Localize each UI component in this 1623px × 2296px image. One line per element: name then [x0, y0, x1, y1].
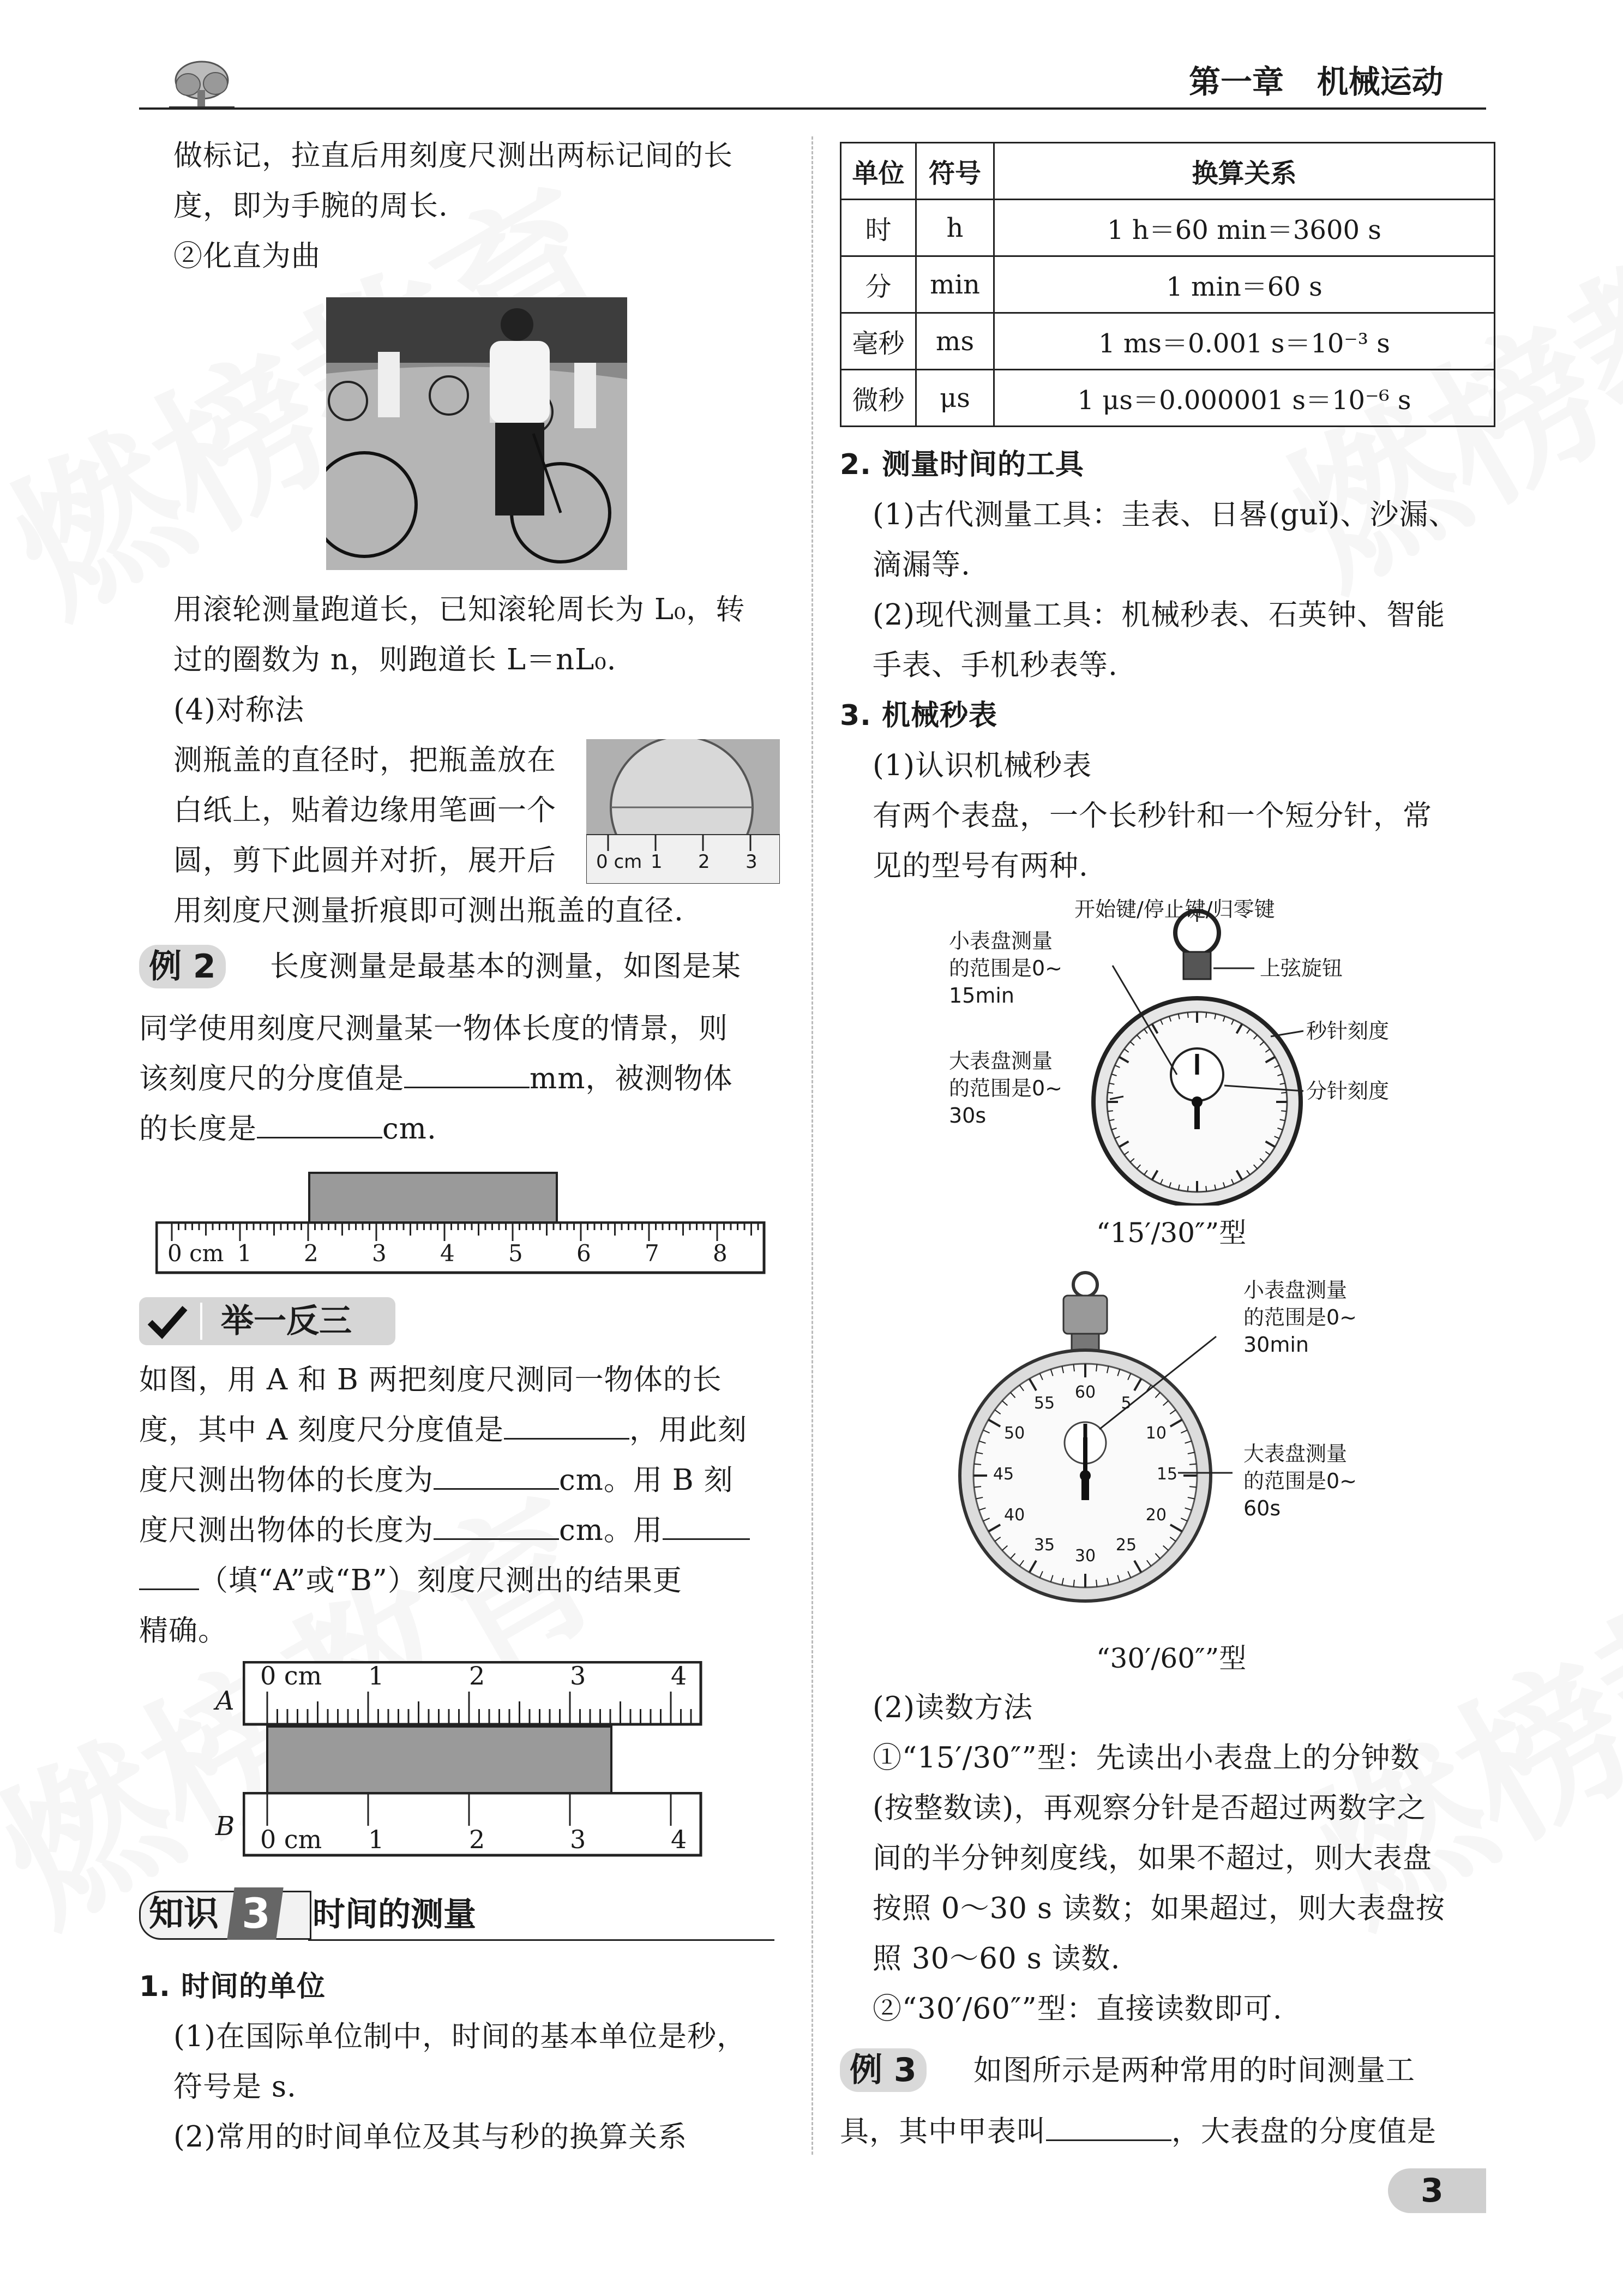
text-line: 用滚轮测量跑道长，已知滚轮周长为 L₀，转: [173, 593, 746, 626]
text-line: (2)现代测量工具：机械秒表、石英钟、智能: [873, 598, 1446, 632]
dial-label: 40: [1004, 1506, 1025, 1525]
page-number: 3: [1421, 2172, 1444, 2210]
text-line: 符号是 s.: [173, 2070, 297, 2103]
big-dial-range-note: 的范围是0~: [1243, 1469, 1357, 1493]
text-line: ②化直为曲: [173, 239, 321, 273]
text-line: (按整数读)，再观察分针是否超过两数字之: [873, 1791, 1427, 1825]
small-dial-range-note: 30min: [1243, 1333, 1309, 1357]
ruler-label: 0 cm: [167, 1240, 224, 1267]
dial-tick: [1189, 1464, 1197, 1465]
small-dial-range-note: 15min: [949, 984, 1015, 1008]
example-3-label: [840, 2048, 927, 2092]
bottle-cap-photo: [586, 739, 780, 884]
ruler-label: 6: [576, 1240, 591, 1267]
text-line: 有两个表盘，一个长秒针和一个短分针，常: [873, 799, 1432, 832]
header-chapter-number: 第一章: [1189, 63, 1284, 100]
ruler-b-label: 4: [671, 1825, 687, 1854]
big-dial-range-note: 大表盘测量: [1243, 1442, 1348, 1466]
text-line: ②“30′/60″”型：直接读数即可.: [873, 1992, 1283, 2025]
rolling-wheel-photo: [326, 297, 627, 570]
ruler-a-label: 1: [368, 1661, 384, 1690]
ruler-a-name: A: [215, 1686, 235, 1716]
ruler-b-label: 0 cm: [260, 1825, 322, 1854]
example-label: 例 2: [139, 945, 226, 988]
answer-blank[interactable]: [139, 1563, 199, 1590]
dial-label: 5: [1121, 1394, 1132, 1413]
subheading: 3. 机械秒表: [840, 699, 998, 732]
text-line: (2)常用的时间单位及其与秒的换算关系: [173, 2120, 688, 2154]
small-dial-range-note: 小表盘测量: [949, 929, 1053, 953]
example-label: 例 3: [840, 2048, 927, 2092]
unit-table: [840, 142, 1495, 427]
text-line: 手表、手机秒表等.: [873, 649, 1118, 682]
dial-label: 55: [1033, 1394, 1055, 1413]
ruler-a-label: 4: [671, 1661, 687, 1690]
cap-scale-label: 0 cm: [596, 851, 642, 873]
table-header: 符号: [916, 143, 994, 200]
ruler-label: 2: [304, 1240, 318, 1267]
text-line: (4)对称法: [173, 693, 305, 727]
cap-scale-label: 2: [698, 851, 710, 873]
small-dial-range-note: 小表盘测量: [1243, 1278, 1348, 1302]
dial-label: 45: [993, 1465, 1014, 1484]
ruler-b-label: 1: [368, 1825, 384, 1854]
table-header: 换算关系: [994, 143, 1495, 200]
practice-title: 举一反三: [221, 1302, 352, 1340]
ruler-a-label: 3: [570, 1661, 586, 1690]
text-line: 的长度是 cm.: [139, 1112, 437, 1146]
measured-object: [308, 1172, 558, 1228]
ruler-ab-diagram: [215, 1661, 706, 1868]
text-line: (1)古代测量工具：圭表、日晷(guǐ)、沙漏、: [873, 498, 1458, 531]
section-header: [139, 1887, 774, 1942]
dial-label: 35: [1033, 1535, 1055, 1555]
dial-label: 20: [1145, 1506, 1167, 1525]
text-line: 圆，剪下此圆并对折，展开后: [173, 844, 556, 877]
subheading: 1. 时间的单位: [139, 1970, 326, 2003]
ruler-label: 3: [372, 1240, 387, 1267]
dial-tick: [974, 1464, 981, 1465]
text-line: 长度测量是最基本的测量，如图是某: [270, 950, 741, 983]
answer-blank[interactable]: [404, 1062, 530, 1088]
table-row: 分 min 1 min＝60 s: [841, 256, 1495, 313]
dial-label: 10: [1145, 1424, 1167, 1443]
text-line: 精确。: [139, 1614, 227, 1647]
stopwatch-30-60: [949, 1266, 1418, 1636]
text-line: 做标记，拉直后用刻度尺测出两标记间的长: [173, 139, 733, 172]
answer-blank[interactable]: [434, 1513, 559, 1540]
cap-scale-label: 1: [651, 851, 663, 873]
text-line: 度，即为手腕的周长.: [173, 189, 448, 223]
second-scale-note: 秒针刻度: [1306, 1019, 1390, 1043]
text-line: 测瓶盖的直径时，把瓶盖放在: [173, 744, 556, 777]
answer-blank[interactable]: [257, 1112, 382, 1138]
header-chapter-title: 机械运动: [1317, 63, 1444, 100]
dial-label: 50: [1004, 1424, 1025, 1443]
section-rule: [308, 1939, 774, 1941]
stopwatch-15-30: [949, 897, 1418, 1206]
dial-label: 30: [1074, 1546, 1096, 1566]
section-tag-text: 知识: [149, 1894, 219, 1934]
ruler-b-label: 3: [570, 1825, 586, 1854]
ruler-b-name: B: [215, 1811, 235, 1842]
column-divider: [812, 136, 813, 2155]
section-number: 3: [242, 1889, 270, 1938]
ruler-label: 5: [508, 1240, 523, 1267]
dial-tick: [974, 1486, 981, 1487]
ruler-a-label: 0 cm: [260, 1661, 322, 1690]
table-row: 毫秒 ms 1 ms＝0.001 s＝10⁻³ s: [841, 313, 1495, 370]
text-line: (2)读数方法: [873, 1691, 1033, 1724]
practice-banner: [139, 1297, 395, 1345]
crown-note: 上弦旋钮: [1260, 956, 1343, 980]
ruler-label: 8: [713, 1240, 728, 1267]
small-dial-range-note: 的范围是0~: [1243, 1305, 1357, 1329]
header-chapter: [1189, 60, 1444, 104]
text-line: 该刻度尺的分度值是 mm，被测物体: [139, 1062, 733, 1095]
text-line: 见的型号有两种.: [873, 849, 1089, 883]
big-dial-range-note: 大表盘测量: [949, 1049, 1053, 1073]
dial-label: 15: [1156, 1465, 1178, 1484]
practice-divider: [200, 1303, 202, 1340]
ruler-b-label: 2: [469, 1825, 485, 1854]
stopwatch-caption: “15′/30″”型: [1096, 1217, 1247, 1249]
answer-blank[interactable]: [1046, 2114, 1171, 2141]
text-line: 用刻度尺测量折痕即可测出瓶盖的直径.: [173, 894, 684, 927]
text-line: 同学使用刻度尺测量某一物体长度的情景，则: [139, 1012, 728, 1045]
text-line: (1)认识机械秒表: [873, 749, 1092, 782]
answer-blank[interactable]: [434, 1463, 559, 1490]
table-row: 微秒 μs 1 μs＝0.000001 s＝10⁻⁶ s: [841, 370, 1495, 427]
text-line: 如图所示是两种常用的时间测量工: [973, 2054, 1415, 2087]
ruler-diagram: [155, 1172, 766, 1275]
dial-tick: [1189, 1486, 1197, 1487]
check-icon: [146, 1302, 189, 1341]
dial-label: 60: [1074, 1383, 1096, 1402]
text-line: （填“A”或“B”）刻度尺测出的结果更: [139, 1556, 682, 1606]
table-header: 单位: [841, 143, 916, 200]
answer-blank[interactable]: [663, 1513, 750, 1540]
text-line: (1)在国际单位制中，时间的基本单位是秒，: [173, 2020, 747, 2053]
ruler-a-label: 2: [469, 1661, 485, 1690]
header-logo-icon: [164, 57, 240, 112]
dial-tick: [1096, 1364, 1097, 1371]
text-line: 按照 0～30 s 读数；如果超过，则大表盘按: [873, 1892, 1445, 1925]
text-line: 具，其中甲表叫 ，大表盘的分度值是: [840, 2115, 1436, 2148]
answer-blank[interactable]: [504, 1413, 629, 1440]
small-dial-range-note: 的范围是0~: [949, 956, 1063, 980]
text-line: 度，其中 A 刻度尺分度值是 ，用此刻: [139, 1413, 747, 1447]
text-line: 滴漏等.: [873, 548, 971, 582]
text-line: 过的圈数为 n，则跑道长 L＝nL₀.: [173, 643, 617, 676]
text-line: 间的半分钟刻度线，如果不超过，则大表盘: [873, 1842, 1432, 1875]
table-row: 时 h 1 h＝60 min＝3600 s: [841, 200, 1495, 256]
text-line: ①“15′/30″”型：先读出小表盘上的分钟数: [873, 1741, 1420, 1775]
big-dial-range-note: 30s: [949, 1104, 987, 1128]
big-dial-range-note: 60s: [1243, 1496, 1281, 1520]
text-line: 如图，用 A 和 B 两把刻度尺测同一物体的长: [139, 1363, 722, 1396]
ruler-label: 1: [237, 1240, 252, 1267]
example-2-label: [139, 945, 226, 988]
text-line: 度尺测出物体的长度为 cm。用: [139, 1506, 750, 1556]
text-line: 白纸上，贴着边缘用笔画一个: [173, 794, 556, 827]
subheading: 2. 测量时间的工具: [840, 448, 1085, 481]
section-title: 时间的测量: [312, 1896, 476, 1934]
text-line: 度尺测出物体的长度为 cm。用 B 刻: [139, 1464, 734, 1497]
page-number-badge: [1388, 2168, 1486, 2213]
ruler-label: 4: [440, 1240, 455, 1267]
text-line: 照 30～60 s 读数.: [873, 1942, 1121, 1975]
cap-scale-label: 3: [746, 851, 758, 873]
ruler-label: 7: [645, 1240, 659, 1267]
stopwatch-caption: “30′/60″”型: [1096, 1642, 1247, 1674]
minute-scale-note: 分针刻度: [1306, 1079, 1390, 1103]
dial-tick: [1096, 1580, 1097, 1587]
big-dial-range-note: 的范围是0~: [949, 1076, 1063, 1100]
dial-label: 25: [1115, 1535, 1137, 1555]
header-rule: [139, 107, 1486, 110]
start-stop-reset-note: 开始键/停止键/归零键: [1074, 897, 1275, 921]
measured-object: [266, 1725, 612, 1796]
